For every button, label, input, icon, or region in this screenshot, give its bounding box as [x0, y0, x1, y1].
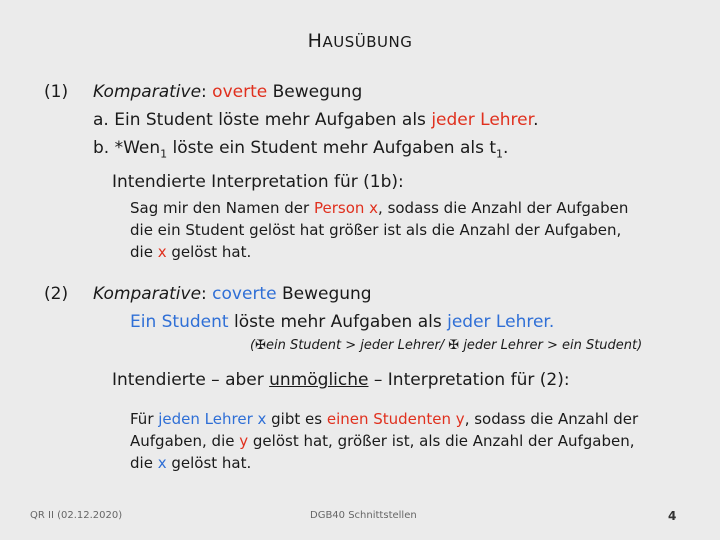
jeden-lehrer-x: jeden Lehrer x	[158, 410, 267, 428]
example-1-header	[93, 82, 362, 102]
header-bewegung: Bewegung	[276, 284, 372, 304]
footer-date: QR II (02.12.2020)	[30, 510, 123, 521]
example-1-number: (1)	[44, 82, 69, 102]
example-1-interpretation	[130, 197, 690, 263]
interp-2-end: , sodass die Anzahl der	[464, 410, 639, 428]
header-colon: :	[201, 284, 213, 304]
interp-2-mid: gibt es	[266, 410, 327, 428]
interp-1-die: die	[130, 243, 158, 261]
example-1b-mid: löste ein Student mehr Aufgaben als t	[167, 138, 497, 158]
example-1a-red: jeder Lehrer	[431, 110, 534, 130]
page-number: 4	[668, 509, 677, 523]
interp-2-line2-end: gelöst hat, größer ist, als die Anzahl der Aufgaben,	[248, 432, 635, 450]
header-coverte: coverte	[212, 284, 277, 304]
example-1-intended-heading: Intendierte Interpretation für (1b):	[112, 172, 404, 192]
interp-2-fuer: Für	[130, 410, 159, 428]
interp-2-line-2	[130, 430, 690, 452]
header-bewegung: Bewegung	[267, 82, 363, 102]
intended-b: – Interpretation für (2):	[368, 370, 570, 390]
interp-2-line-3	[130, 452, 690, 474]
example-2-interpretation	[130, 408, 690, 474]
example-2-header	[93, 284, 372, 304]
intended-unmoeglich: unmögliche	[269, 370, 369, 390]
interp-1-line-1	[130, 197, 690, 219]
example-1b-prefix: b. *Wen	[93, 138, 161, 158]
einen-studenten-y: einen Studenten y	[326, 410, 465, 428]
header-term: Komparative	[93, 82, 202, 102]
interp-1-line-2: die ein Student gelöst hat größer ist als die Anzahl der Aufgaben,	[130, 221, 622, 239]
example-1a-text: a. Ein Student löste mehr Aufgaben als	[93, 110, 432, 130]
interp-1-text-end: , sodass die Anzahl der Aufgaben	[378, 199, 629, 217]
interp-2-line3-end: gelöst hat.	[166, 454, 252, 472]
interp-1-person-x: Person x	[313, 199, 379, 217]
interp-2-y: y	[239, 432, 249, 450]
example-2-sentence	[130, 312, 554, 332]
intended-a: Intendierte – aber	[112, 370, 270, 390]
jeder-lehrer: jeder Lehrer.	[447, 312, 555, 332]
interp-2-x: x	[157, 454, 167, 472]
interp-1-x: x	[157, 243, 167, 261]
example-1b-sub1: 1	[160, 147, 168, 161]
header-overte: overte	[212, 82, 268, 102]
header-term: Komparative	[93, 284, 202, 304]
example-1a	[93, 110, 538, 130]
interp-1-text: Sag mir den Namen der	[130, 199, 314, 217]
interp-2-aufgaben: Aufgaben, die	[130, 432, 240, 450]
example-2-number: (2)	[44, 284, 69, 304]
scope-readings	[250, 338, 642, 353]
scope-text: (✠ein Student > jeder Lehrer/ ✠ jeder Lehrer > ein Student)	[250, 338, 643, 353]
interp-1-end: gelöst hat.	[166, 243, 252, 261]
ein-student: Ein Student	[130, 312, 229, 332]
title-rest: AUSÜBUNG	[322, 33, 413, 51]
slide-title	[0, 30, 720, 52]
title-first-letter: H	[307, 30, 323, 52]
example-2-intended-heading	[112, 370, 570, 390]
sentence-mid: löste mehr Aufgaben als	[228, 312, 448, 332]
header-colon: :	[201, 82, 213, 102]
example-1b	[93, 138, 508, 160]
footer-course: DGB40 Schnittstellen	[310, 510, 417, 521]
example-1a-end: .	[533, 110, 539, 130]
example-1b-sub2: 1	[496, 147, 504, 161]
interp-1-line-3	[130, 241, 690, 263]
interp-2-line-1	[130, 408, 690, 430]
example-1b-end: .	[503, 138, 509, 158]
interp-2-die: die	[130, 454, 158, 472]
